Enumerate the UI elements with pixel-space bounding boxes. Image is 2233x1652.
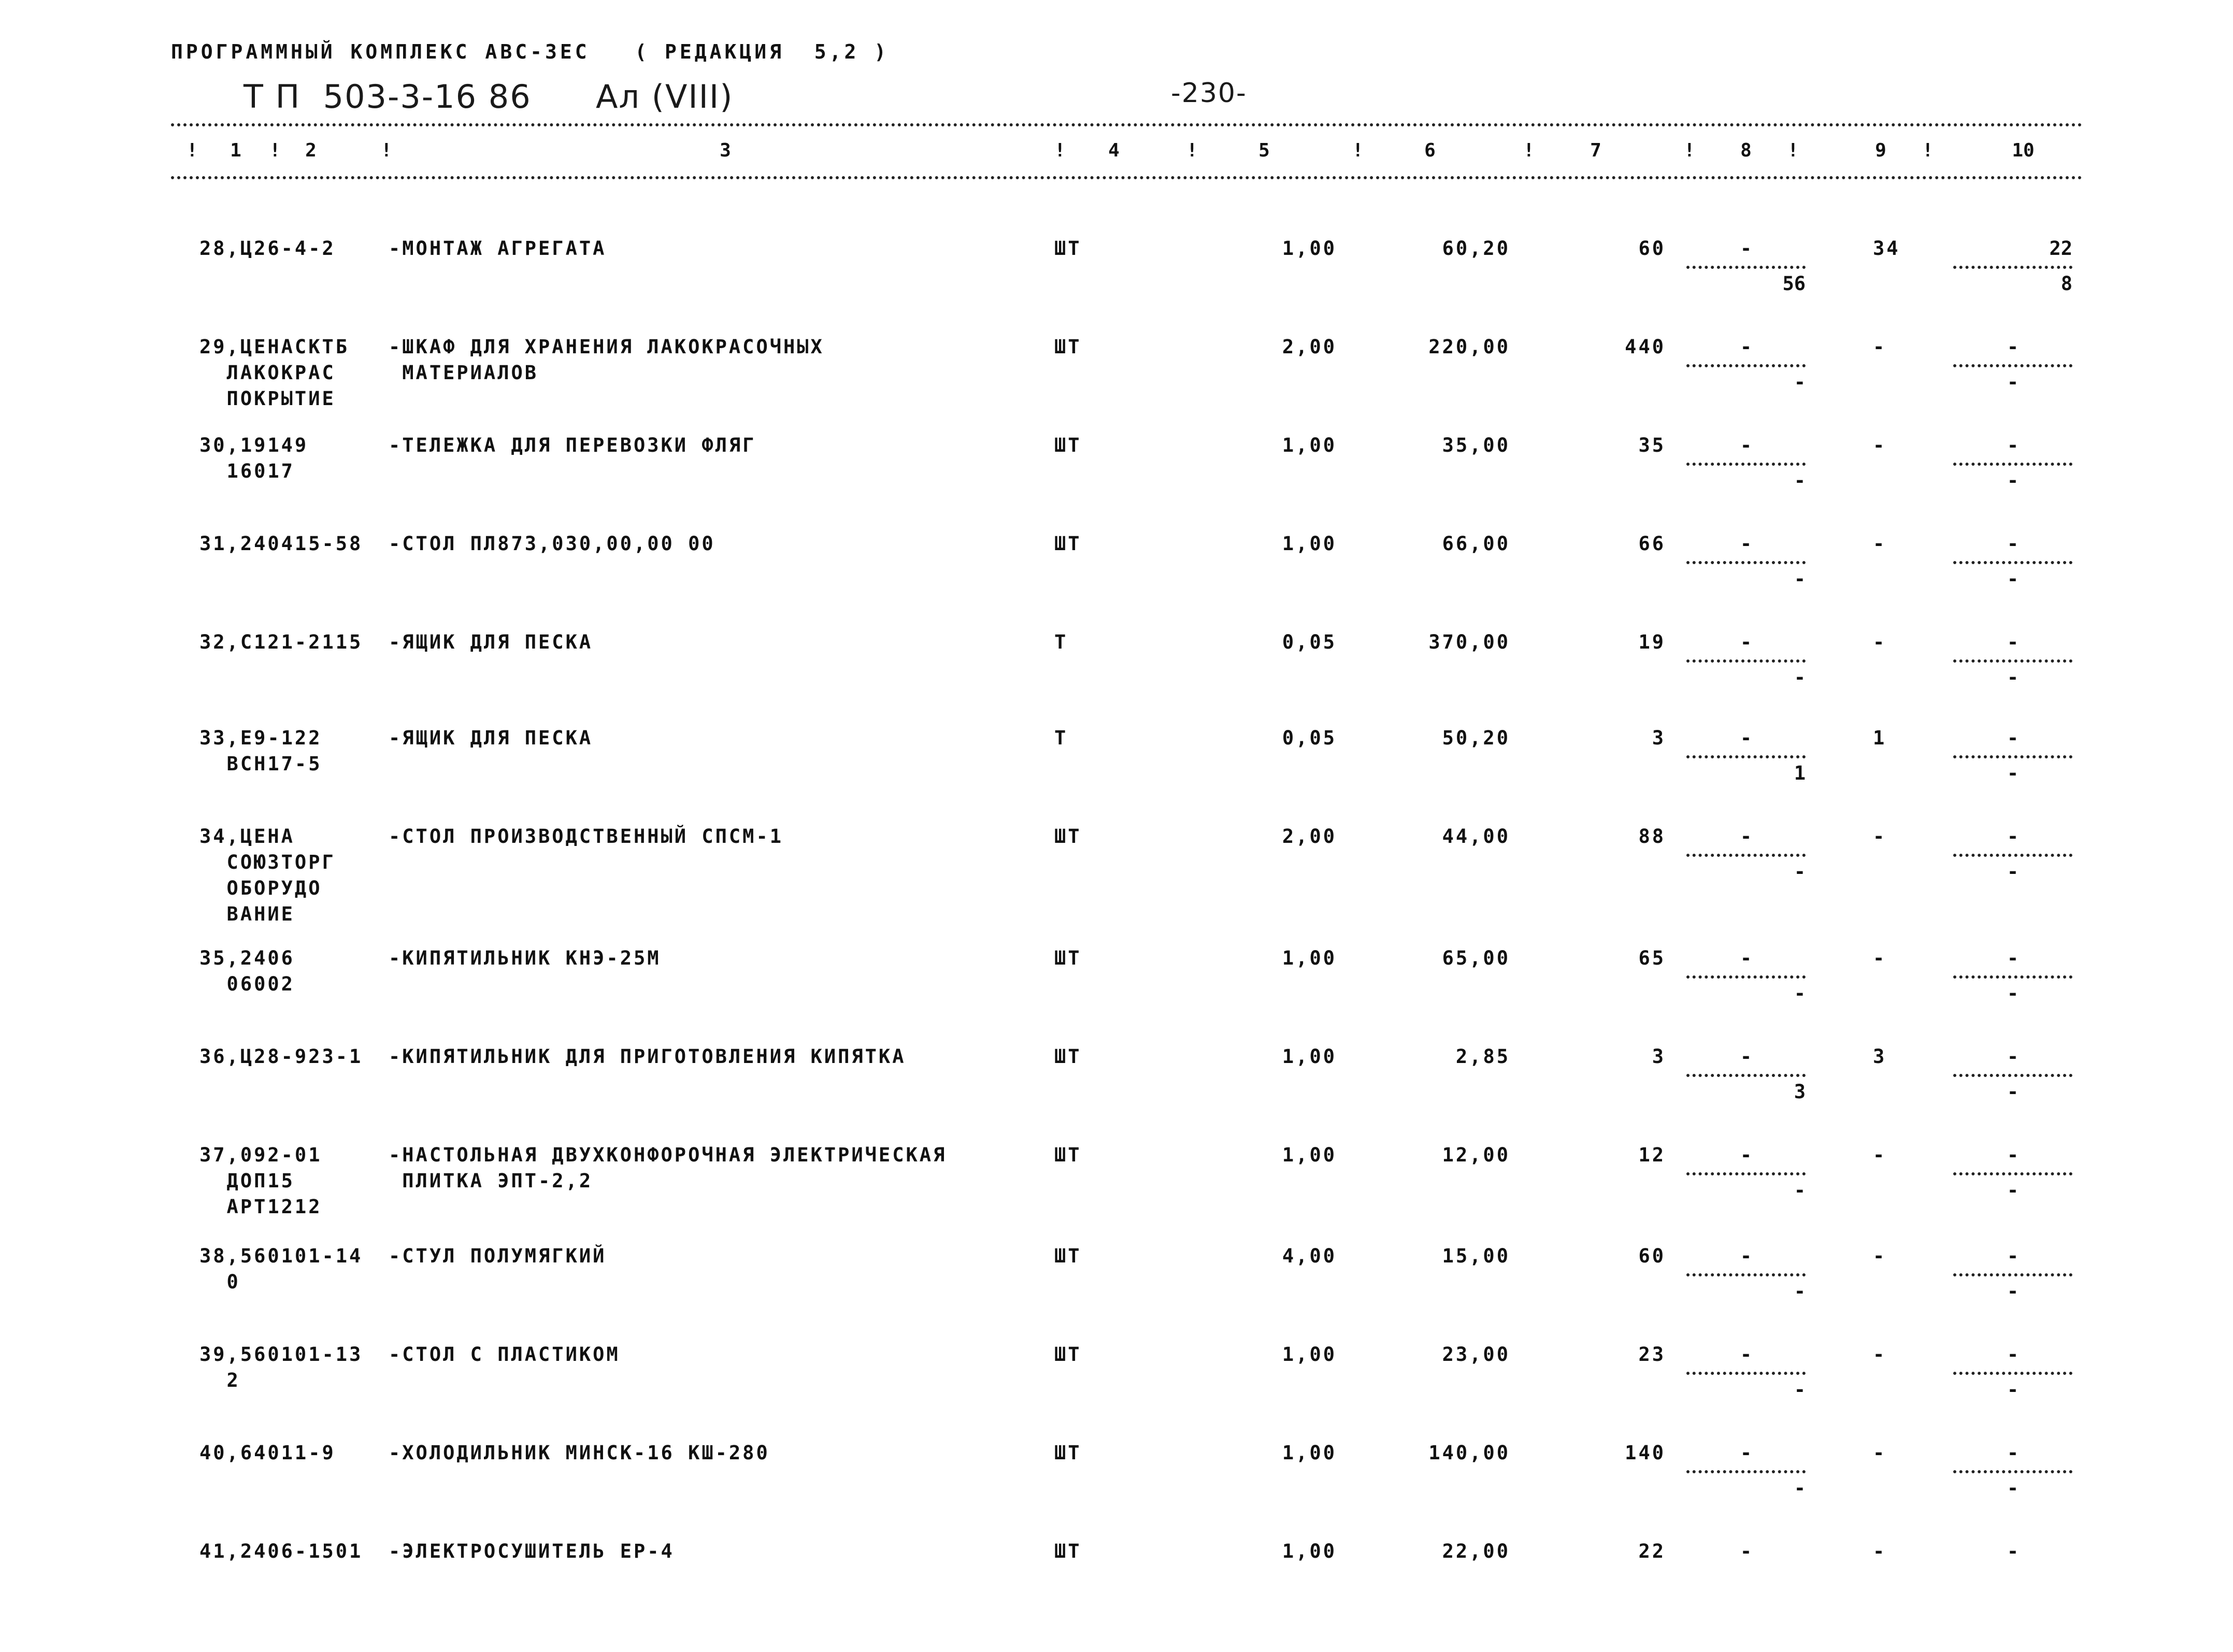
row-code xyxy=(199,945,295,997)
row-col10-bottom: - xyxy=(2007,1280,2019,1302)
row-col10-top: - xyxy=(2007,947,2019,969)
row-col8-bottom: - xyxy=(1794,1477,1806,1499)
row-col8-fraction xyxy=(1686,824,1806,885)
row-code-line: ДОП15 xyxy=(199,1170,295,1192)
row-col9: - xyxy=(1873,947,1887,969)
row-col10-top: - xyxy=(2007,1442,2019,1464)
row-code-line: 38,560101-14 xyxy=(199,1245,363,1267)
row-code-line: 36,Ц28-923-1 xyxy=(199,1045,363,1068)
row-col8-top: - xyxy=(1740,533,1752,555)
row-unit: ШТ xyxy=(1054,336,1082,358)
row-total: 22 xyxy=(1638,1540,1666,1562)
row-col10-fraction xyxy=(1953,1243,2072,1304)
row-total: 66 xyxy=(1638,533,1666,555)
row-quantity: 1,00 xyxy=(1282,1144,1337,1166)
row-quantity: 1,00 xyxy=(1282,533,1337,555)
row-col10-bottom: - xyxy=(2007,568,2019,590)
row-code xyxy=(199,824,336,927)
table-row xyxy=(0,824,2233,925)
row-col10-bottom: - xyxy=(2007,1179,2019,1201)
row-col8-fraction xyxy=(1686,1142,1806,1203)
row-name-line: -ЭЛЕКТРОСУШИТЕЛЬ ЕР-4 xyxy=(389,1540,675,1562)
row-col8-top: - xyxy=(1740,947,1752,969)
row-code-line: 34,ЦЕНА xyxy=(199,825,295,847)
row-unit-price: 44,00 xyxy=(1442,825,1510,847)
row-col8-bottom: - xyxy=(1794,568,1806,590)
project-number: Т П 503-3-16 86 xyxy=(244,78,532,116)
row-col8-fraction xyxy=(1686,334,1806,395)
col-4: 4 xyxy=(1108,140,1120,161)
fraction-bar xyxy=(1686,364,1806,367)
row-col10-top: - xyxy=(2007,1540,2019,1562)
row-code xyxy=(199,1539,363,1564)
row-col8-top: - xyxy=(1740,1442,1752,1464)
row-quantity: 1,00 xyxy=(1282,947,1337,969)
row-col10-bottom: - xyxy=(2007,1477,2019,1499)
row-total: 3 xyxy=(1652,727,1666,749)
row-unit: ШТ xyxy=(1054,1442,1082,1464)
row-col8-bottom: - xyxy=(1794,860,1806,883)
table-row xyxy=(0,531,2233,624)
fraction-bar xyxy=(1686,1470,1806,1473)
row-name xyxy=(389,531,715,557)
row-quantity: 2,00 xyxy=(1282,825,1337,847)
row-col10-fraction xyxy=(1953,1142,2072,1203)
row-code-line: 39,560101-13 xyxy=(199,1343,363,1366)
row-code-line: 06002 xyxy=(199,973,295,995)
row-col9: - xyxy=(1873,1245,1887,1267)
row-col9: 34 xyxy=(1873,237,1900,260)
fraction-bar xyxy=(1953,364,2072,367)
row-col8-fraction xyxy=(1686,236,1806,297)
row-col8-bottom: 3 xyxy=(1794,1081,1806,1103)
row-col8-bottom: - xyxy=(1794,666,1806,688)
row-quantity: 1,00 xyxy=(1282,237,1337,260)
table-row xyxy=(0,1440,2233,1533)
row-col8-fraction xyxy=(1686,629,1806,691)
row-unit-price: 15,00 xyxy=(1442,1245,1510,1267)
table-row xyxy=(0,433,2233,526)
row-unit: ШТ xyxy=(1054,825,1082,847)
row-total: 12 xyxy=(1638,1144,1666,1166)
row-name xyxy=(389,1539,675,1564)
row-code-line: ЛАКОКРАС xyxy=(199,362,336,384)
row-col9: 3 xyxy=(1873,1045,1887,1068)
row-name-line: -ЯЩИК ДЛЯ ПЕСКА xyxy=(389,727,593,749)
fraction-bar xyxy=(1953,659,2072,663)
row-name-line: -КИПЯТИЛЬНИК КНЭ-25М xyxy=(389,947,661,969)
row-col8-bottom: - xyxy=(1794,469,1806,492)
row-code xyxy=(199,629,363,655)
fraction-bar xyxy=(1953,1172,2072,1175)
row-col10-bottom: - xyxy=(2007,666,2019,688)
fraction-bar xyxy=(1686,266,1806,269)
row-col9: - xyxy=(1873,1343,1887,1366)
fraction-bar xyxy=(1953,755,2072,758)
row-col9: - xyxy=(1873,336,1887,358)
row-code-line: 0 xyxy=(199,1271,240,1293)
fraction-bar xyxy=(1686,755,1806,758)
row-name xyxy=(389,824,783,850)
row-quantity: 1,00 xyxy=(1282,1442,1337,1464)
row-unit-price: 60,20 xyxy=(1442,237,1510,260)
row-code xyxy=(199,1342,363,1394)
row-code-line: 16017 xyxy=(199,460,295,482)
program-header: ПРОГРАММНЫЙ КОМПЛЕКС АВС-3ЕС ( РЕДАКЦИЯ 5,2 ) xyxy=(171,40,890,63)
row-code-line: ВАНИЕ xyxy=(199,903,295,925)
row-col8-top: - xyxy=(1740,1245,1752,1267)
table-row xyxy=(0,1243,2233,1337)
row-unit-price: 23,00 xyxy=(1442,1343,1510,1366)
row-code-line: 35,2406 xyxy=(199,947,295,969)
row-col8-top: - xyxy=(1740,1045,1752,1068)
row-code-line: 41,2406-1501 xyxy=(199,1540,363,1562)
row-total: 35 xyxy=(1638,434,1666,456)
row-quantity: 1,00 xyxy=(1282,434,1337,456)
row-unit-price: 65,00 xyxy=(1442,947,1510,969)
row-name xyxy=(389,433,756,458)
row-col8-bottom: 56 xyxy=(1782,272,1806,295)
row-unit-price: 35,00 xyxy=(1442,434,1510,456)
row-col8-top: - xyxy=(1740,631,1752,653)
row-col9: - xyxy=(1873,825,1887,847)
row-col8-fraction xyxy=(1686,1243,1806,1304)
row-col8-bottom: - xyxy=(1794,1280,1806,1302)
fraction-bar xyxy=(1686,1172,1806,1175)
row-total: 19 xyxy=(1638,631,1666,653)
row-col10-top: - xyxy=(2007,825,2019,847)
table-row xyxy=(0,725,2233,818)
row-quantity: 0,05 xyxy=(1282,727,1337,749)
row-col10-fraction xyxy=(1953,531,2072,592)
row-name-line: -ЯЩИК ДЛЯ ПЕСКА xyxy=(389,631,593,653)
row-col8-top: - xyxy=(1740,1144,1752,1166)
row-name-line: -ХОЛОДИЛЬНИК МИНСК-16 КШ-280 xyxy=(389,1442,770,1464)
row-col10-top: 22 xyxy=(2049,237,2072,260)
row-name xyxy=(389,1342,620,1368)
row-col10-fraction xyxy=(1953,1440,2072,1501)
page-number: -230- xyxy=(1171,78,1247,109)
row-code-line: ОБОРУДО xyxy=(199,877,322,899)
fraction-bar xyxy=(1953,975,2072,979)
row-col10-fraction xyxy=(1953,824,2072,885)
row-name xyxy=(389,1243,606,1269)
row-name xyxy=(389,945,661,971)
row-name xyxy=(389,1440,770,1466)
fraction-bar xyxy=(1953,561,2072,564)
row-unit-price: 50,20 xyxy=(1442,727,1510,749)
row-col10-top: - xyxy=(2007,1045,2019,1068)
row-total: 3 xyxy=(1652,1045,1666,1068)
row-col9: - xyxy=(1873,533,1887,555)
row-total: 140 xyxy=(1625,1442,1666,1464)
fraction-bar xyxy=(1686,854,1806,857)
row-unit-price: 220,00 xyxy=(1428,336,1510,358)
row-col8-fraction xyxy=(1686,725,1806,786)
row-col10-top: - xyxy=(2007,434,2019,456)
row-col8-fraction xyxy=(1686,1342,1806,1403)
row-col10-bottom: 8 xyxy=(2060,272,2072,295)
row-col10-top: - xyxy=(2007,336,2019,358)
row-code xyxy=(199,725,322,777)
row-col10-top: - xyxy=(2007,631,2019,653)
fraction-bar xyxy=(1686,975,1806,979)
row-name xyxy=(389,236,606,262)
row-col10-fraction xyxy=(1953,433,2072,494)
row-name xyxy=(389,725,593,751)
row-col10-bottom: - xyxy=(2007,860,2019,883)
fraction-bar xyxy=(1953,266,2072,269)
header-bottom-rule xyxy=(171,176,2083,179)
row-quantity: 4,00 xyxy=(1282,1245,1337,1267)
col-6: 6 xyxy=(1424,140,1436,161)
row-unit: ШТ xyxy=(1054,1144,1082,1166)
row-unit: ШТ xyxy=(1054,1245,1082,1267)
row-col10-fraction xyxy=(1953,1539,2072,1564)
row-total: 440 xyxy=(1625,336,1666,358)
row-col9: - xyxy=(1873,631,1887,653)
row-name xyxy=(389,629,593,655)
col-1: 1 xyxy=(230,140,241,161)
fraction-bar xyxy=(1686,463,1806,466)
row-total: 60 xyxy=(1638,237,1666,260)
row-code xyxy=(199,433,308,484)
row-col10-top: - xyxy=(2007,1343,2019,1366)
row-code-line: 2 xyxy=(199,1369,240,1391)
row-col9: - xyxy=(1873,1540,1887,1562)
row-col10-bottom: - xyxy=(2007,762,2019,784)
row-col10-top: - xyxy=(2007,727,2019,749)
row-col8-fraction xyxy=(1686,433,1806,494)
fraction-bar xyxy=(1686,1074,1806,1077)
row-col10-bottom: - xyxy=(2007,371,2019,393)
row-col8-top: - xyxy=(1740,727,1752,749)
header-top-rule xyxy=(171,123,2083,126)
fraction-bar xyxy=(1953,1273,2072,1276)
fraction-bar xyxy=(1686,1273,1806,1276)
row-code-line: 31,240415-58 xyxy=(199,533,363,555)
row-col10-fraction xyxy=(1953,236,2072,297)
fraction-bar xyxy=(1686,561,1806,564)
row-col10-bottom: - xyxy=(2007,1378,2019,1401)
row-code xyxy=(199,236,336,262)
col-3: 3 xyxy=(720,140,731,161)
row-name-line: -СТОЛ ПЛ873,030,00,00 00 xyxy=(389,533,715,555)
row-col10-top: - xyxy=(2007,533,2019,555)
row-col8-bottom: - xyxy=(1794,1179,1806,1201)
row-name-line: МАТЕРИАЛОВ xyxy=(389,362,539,384)
row-quantity: 1,00 xyxy=(1282,1045,1337,1068)
row-col10-top: - xyxy=(2007,1144,2019,1166)
table-row xyxy=(0,629,2233,723)
fraction-bar xyxy=(1686,1372,1806,1375)
col-9: 9 xyxy=(1875,140,1886,161)
row-col8-top: - xyxy=(1740,825,1752,847)
row-code-line: 29,ЦЕНАСКТБ xyxy=(199,336,350,358)
row-total: 60 xyxy=(1638,1245,1666,1267)
row-quantity: 2,00 xyxy=(1282,336,1337,358)
row-code xyxy=(199,1243,363,1295)
row-col10-fraction xyxy=(1953,629,2072,691)
row-unit: ШТ xyxy=(1054,434,1082,456)
col-7: 7 xyxy=(1590,140,1601,161)
row-unit: ШТ xyxy=(1054,1540,1082,1562)
row-code-line: СОЮЗТОРГ xyxy=(199,851,336,873)
row-code xyxy=(199,334,349,412)
row-col10-fraction xyxy=(1953,334,2072,395)
row-col10-fraction xyxy=(1953,725,2072,786)
row-col8-top: - xyxy=(1740,1343,1752,1366)
row-code-line: АРТ1212 xyxy=(199,1196,322,1218)
row-col10-bottom: - xyxy=(2007,469,2019,492)
row-col8-fraction xyxy=(1686,1044,1806,1105)
row-unit-price: 66,00 xyxy=(1442,533,1510,555)
row-col8-top: - xyxy=(1740,434,1752,456)
row-unit-price: 2,85 xyxy=(1455,1045,1510,1068)
row-code xyxy=(199,1044,363,1070)
row-name xyxy=(389,1142,947,1194)
table-row xyxy=(0,236,2233,329)
fraction-bar xyxy=(1953,463,2072,466)
row-code xyxy=(199,1440,336,1466)
row-code-line: 33,Е9-122 xyxy=(199,727,322,749)
fraction-bar xyxy=(1953,1074,2072,1077)
row-unit-price: 370,00 xyxy=(1428,631,1510,653)
row-code-line: 37,092-01 xyxy=(199,1144,322,1166)
col-5: 5 xyxy=(1258,140,1270,161)
table-row xyxy=(0,1142,2233,1236)
row-quantity: 0,05 xyxy=(1282,631,1337,653)
row-col8-bottom: - xyxy=(1794,982,1806,1004)
col-2: 2 xyxy=(305,140,317,161)
row-total: 88 xyxy=(1638,825,1666,847)
fraction-bar xyxy=(1686,659,1806,663)
row-code-line: ПОКРЫТИЕ xyxy=(199,387,336,410)
row-quantity: 1,00 xyxy=(1282,1343,1337,1366)
row-col8-bottom: - xyxy=(1794,371,1806,393)
row-total: 65 xyxy=(1638,947,1666,969)
row-name xyxy=(389,1044,906,1070)
row-col8-fraction xyxy=(1686,531,1806,592)
row-unit: ШТ xyxy=(1054,533,1082,555)
row-name-line: -СТУЛ ПОЛУМЯГКИЙ xyxy=(389,1245,607,1267)
row-code-line: 28,Ц26-4-2 xyxy=(199,237,336,260)
row-col8-fraction xyxy=(1686,1440,1806,1501)
table-row xyxy=(0,1342,2233,1435)
row-code xyxy=(199,531,363,557)
row-unit: Т xyxy=(1054,727,1068,749)
row-name-line: -НАСТОЛЬНАЯ ДВУХКОНФОРОЧНАЯ ЭЛЕКТРИЧЕСКАЯ xyxy=(389,1144,947,1166)
row-col10-fraction xyxy=(1953,945,2072,1007)
row-unit-price: 22,00 xyxy=(1442,1540,1510,1562)
row-code-line: 30,19149 xyxy=(199,434,309,456)
fraction-bar xyxy=(1953,1372,2072,1375)
row-name-line: -ШКАФ ДЛЯ ХРАНЕНИЯ ЛАКОКРАСОЧНЫХ xyxy=(389,336,824,358)
row-unit: Т xyxy=(1054,631,1068,653)
row-col8-top: - xyxy=(1740,1540,1752,1562)
col-10: 10 xyxy=(2012,140,2035,161)
row-col8-top: - xyxy=(1740,336,1752,358)
row-col8-fraction xyxy=(1686,945,1806,1007)
row-code-line: ВСН17-5 xyxy=(199,753,322,775)
row-col8-fraction xyxy=(1686,1539,1806,1564)
table-row xyxy=(0,1539,2233,1632)
row-col10-bottom: - xyxy=(2007,982,2019,1004)
row-unit-price: 12,00 xyxy=(1442,1144,1510,1166)
row-col9: - xyxy=(1873,1144,1887,1166)
row-name-line: -СТОЛ ПРОИЗВОДСТВЕННЫЙ СПСМ-1 xyxy=(389,825,784,847)
row-name-line: -КИПЯТИЛЬНИК ДЛЯ ПРИГОТОВЛЕНИЯ КИПЯТКА xyxy=(389,1045,906,1068)
row-col8-top: - xyxy=(1740,237,1752,260)
row-col10-fraction xyxy=(1953,1342,2072,1403)
row-name-line: -СТОЛ С ПЛАСТИКОМ xyxy=(389,1343,620,1366)
row-col10-bottom: - xyxy=(2007,1081,2019,1103)
row-name-line: -ТЕЛЕЖКА ДЛЯ ПЕРЕВОЗКИ ФЛЯГ xyxy=(389,434,756,456)
row-name xyxy=(389,334,824,386)
row-name-line: -МОНТАЖ АГРЕГАТА xyxy=(389,237,607,260)
row-quantity: 1,00 xyxy=(1282,1540,1337,1562)
fraction-bar xyxy=(1953,1470,2072,1473)
row-col10-fraction xyxy=(1953,1044,2072,1105)
row-col9: 1 xyxy=(1873,727,1887,749)
row-col8-bottom: - xyxy=(1794,1378,1806,1401)
row-unit: ШТ xyxy=(1054,1343,1082,1366)
row-col10-top: - xyxy=(2007,1245,2019,1267)
album-label: Ал (VIII) xyxy=(596,78,734,116)
row-unit-price: 140,00 xyxy=(1428,1442,1510,1464)
row-name-line: ПЛИТКА ЭПТ-2,2 xyxy=(389,1170,593,1192)
table-row xyxy=(0,1044,2233,1137)
fraction-bar xyxy=(1953,854,2072,857)
table-row xyxy=(0,945,2233,1039)
row-col9: - xyxy=(1873,434,1887,456)
row-unit: ШТ xyxy=(1054,237,1082,260)
row-code-line: 40,64011-9 xyxy=(199,1442,336,1464)
row-col8-bottom: 1 xyxy=(1794,762,1806,784)
row-col9: - xyxy=(1873,1442,1887,1464)
table-row xyxy=(0,334,2233,427)
row-unit: ШТ xyxy=(1054,1045,1082,1068)
row-code-line: 32,С121-2115 xyxy=(199,631,363,653)
col-8: 8 xyxy=(1740,140,1752,161)
row-unit: ШТ xyxy=(1054,947,1082,969)
row-code xyxy=(199,1142,322,1220)
row-total: 23 xyxy=(1638,1343,1666,1366)
